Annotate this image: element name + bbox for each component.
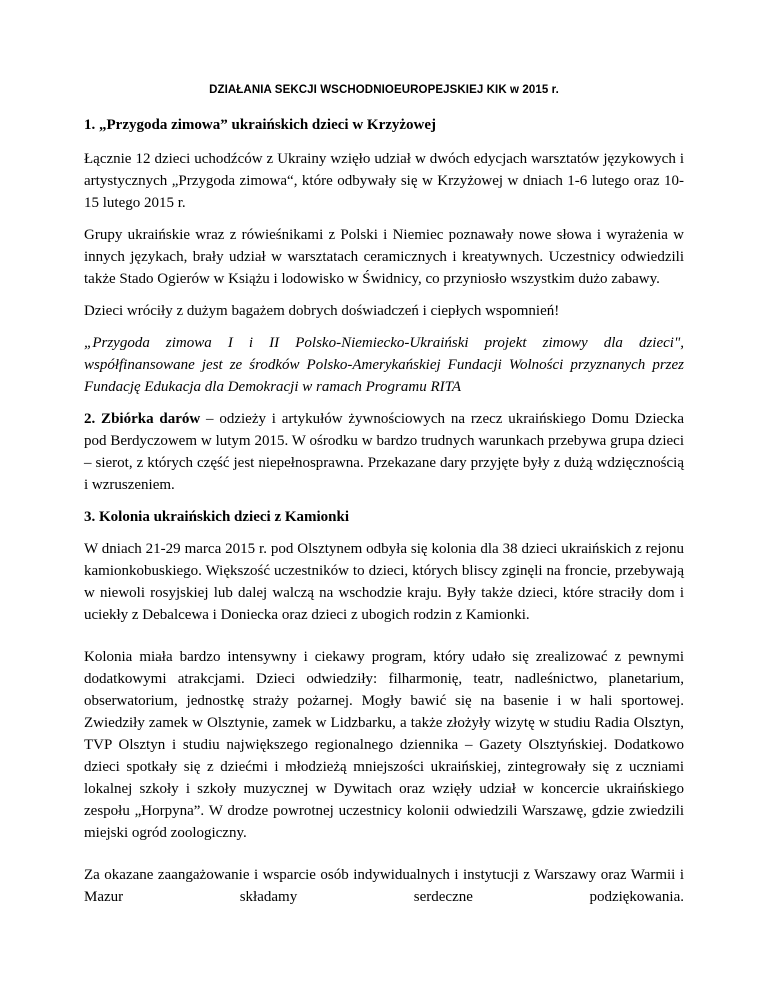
section-3-heading: 3. Kolonia ukraińskich dzieci z Kamionki: [84, 509, 350, 525]
section-3-paragraph-1: W dniach 21-29 marca 2015 r. pod Olsztynem odbyła się kolonia dla 38 dzieci ukraińskich z rejonu kamionkobuskiego. Większość uczestników to dzieci, których bliscy zginęli na froncie, przebywają w niewoli rosyjskiej lub dalej walczą na wschodzie kraju. Były także dzieci, które straciły dom i uciekły z Debalcewa i Doniecka oraz dzieci z ubogich rodzin z Kamionki.: [84, 541, 684, 623]
section-1-funding-note: „Przygoda zimowa I i II Polsko-Niemiecko-Ukraiński projekt zimowy dla dzieci", współfinansowane jest ze środków Polsko-Amerykańskiej Fundacji Wolności przyznanych przez Fundację Edukacja dla Demokracji w ramach Programu RITA: [84, 335, 684, 395]
section-1-paragraph-1: Łącznie 12 dzieci uchodźców z Ukrainy wzięło udział w dwóch edycjach warsztatów językowych i artystycznych „Przygoda zimowa“, które odbywały się w Krzyżowej w dniach 1-6 lutego oraz 10-15 lutego 2015 r.: [84, 151, 684, 211]
section-1-heading: 1. „Przygoda zimowa” ukraińskich dzieci w Krzyżowej: [84, 117, 437, 133]
section-1-paragraph-3: Dzieci wróciły z dużym bagażem dobrych doświadczeń i ciepłych wspomnień!: [84, 303, 560, 319]
section-2-heading: 2. Zbiórka darów: [84, 411, 201, 427]
section-1-paragraph-2: Grupy ukraińskie wraz z rówieśnikami z Polski i Niemiec poznawały nowe słowa i wyrażenia w innych językach, brały udział w warsztatach ceramicznych i kreatywnych. Uczestnicy odwiedzili także Stado Ogierów w Książu i lodowisko w Świdnicy, co przyniosło wszystkim dużo zabawy.: [84, 227, 684, 287]
section-3-paragraph-2: Kolonia miała bardzo intensywny i ciekawy program, który udało się zrealizować z pewnymi dodatkowymi atrakcjami. Dzieci odwiedziły: filharmonię, teatr, nadleśnictwo, planetarium, obserwatorium, jednostkę straży pożarnej. Mogły bawić się na basenie i w hali sportowej. Zwiedziły zamek w Olsztynie, zamek w Lidzbarku, a także złożyły wizytę w studiu Radia Olsztyn, TVP Olsztyn i studiu największego regionalnego dziennika – Gazety Olsztyńskiej. Dodatkowo dzieci spotkały się z dziećmi i młodzieżą mniejszości ukraińskiej, zintegrowały się z uczniami lokalnej szkoły i szkoły muzycznej w Dywitach oraz wzięły udział w koncercie ukraińskiego zespołu „Horpyna”. W drodze powrotnej uczestnicy kolonii odwiedzili Warszawę, gdzie zwiedzili miejski ogród zoologiczny.: [84, 649, 684, 841]
section-2-text: – odzieży i artykułów żywnościowych na rzecz ukraińskiego Domu Dziecka pod Berdyczowem w lutym 2015. W ośrodku w bardzo trudnych warunkach przebywa grupa dzieci – sierot, z których część jest niepełnosprawna. Przekazane dary przyjęte były z dużą wdzięcznością i wzruszeniem.: [84, 411, 684, 493]
section-3-thanks: Za okazane zaangażowanie i wsparcie osób indywidualnych i instytucji z Warszawy oraz Warmii i Mazur składamy serdeczne podziękowania.: [84, 867, 684, 905]
section-2-paragraph: [84, 408, 684, 496]
document-title: DZIAŁANIA SEKCJI WSCHODNIOEUROPEJSKIEJ KIK w 2015 r.: [209, 84, 559, 96]
